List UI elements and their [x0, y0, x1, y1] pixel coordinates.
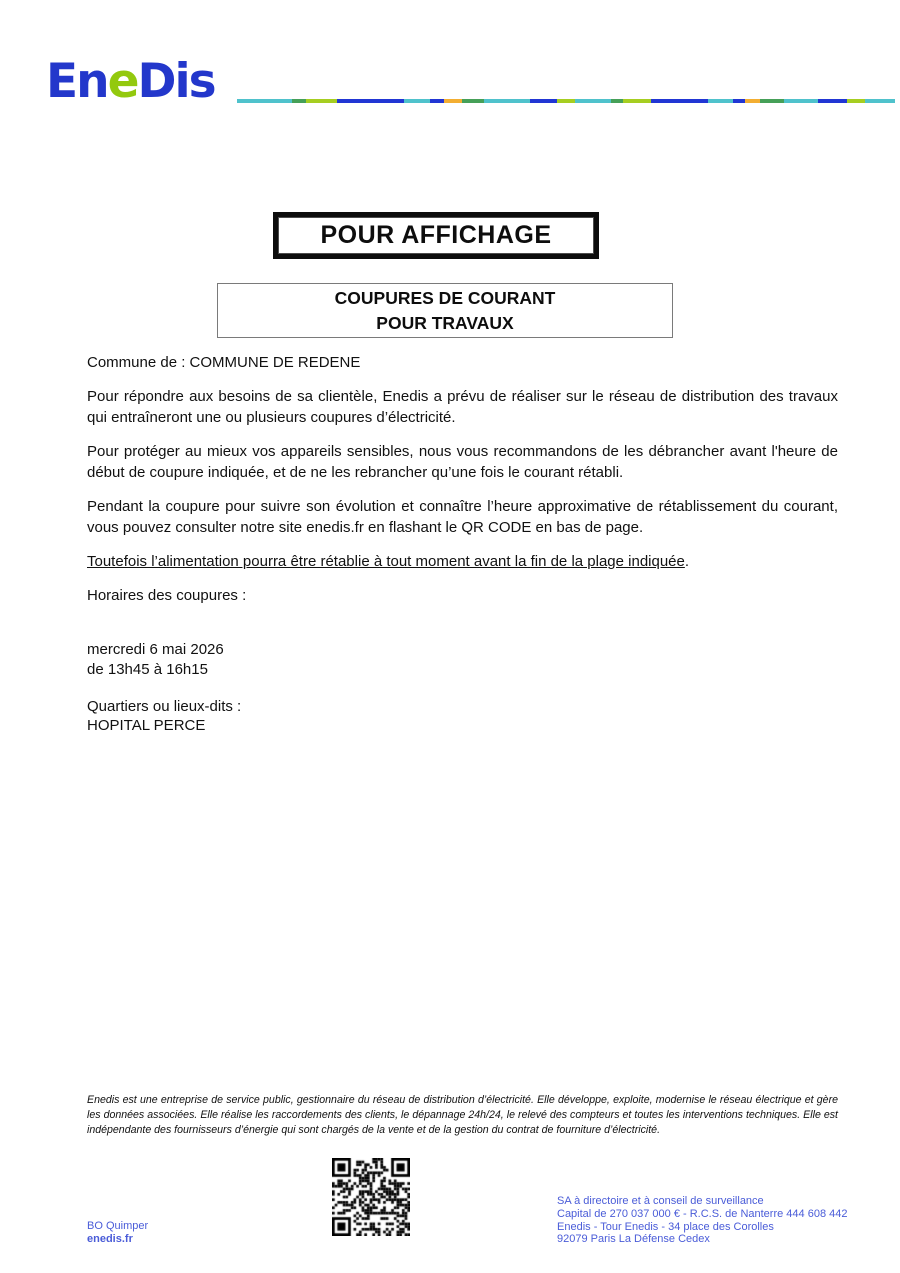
paragraph-qrcode: Pendant la coupure pour suivre son évolution et connaître l’heure approximative de rétablissement du courant, vous pouvez consulter notre site enedis.fr en flashant le QR CODE en bas de page.: [87, 498, 838, 536]
website-text: enedis.fr: [87, 1233, 133, 1245]
line-segment: [557, 99, 574, 103]
line-segment: [530, 99, 557, 103]
commune-line: Commune de : COMMUNE DE REDENE: [87, 354, 361, 371]
coupures-title-line1: COUPURES DE COURANT: [334, 287, 556, 308]
line-segment: [575, 99, 612, 103]
line-segment: [651, 99, 709, 103]
line-segment: [404, 99, 430, 103]
line-segment: [733, 99, 745, 103]
address-line: SA à directoire et à conseil de surveillance: [557, 1195, 764, 1207]
schedule-time: de 13h45 à 16h15: [87, 661, 208, 678]
line-segment: [760, 99, 785, 103]
logo-text-blue-1: En: [46, 54, 108, 109]
enedis-logo: [46, 56, 215, 108]
legal-notice: Enedis est une entreprise de service public, gestionnaire du réseau de distribution d’électricité. Elle développe, exploite, modernise le réseau électrique et gère les données associées. Elle réalise les raccordements des clients, le dépannage 24h/24, le relevé des compteurs et toutes les interventions techniques. Elle est indépendante des fournisseurs d’énergie qui sont chargés de la vente et de la gestion du contrat de fourniture d’électricité.: [87, 1094, 838, 1136]
address-line: Enedis - Tour Enedis - 34 place des Corolles: [557, 1220, 774, 1233]
line-segment: [865, 99, 895, 103]
company-address-block: [557, 1195, 847, 1246]
line-segment: [847, 99, 864, 103]
office-block: [87, 1220, 148, 1246]
coupures-box: [217, 283, 673, 338]
logo-text-green: e: [107, 54, 138, 109]
logo-text-blue-2: Dis: [137, 54, 215, 109]
line-segment: [623, 99, 650, 103]
line-segment: [708, 99, 733, 103]
pour-affichage-title: POUR AFFICHAGE: [278, 217, 594, 254]
quartiers-label: Quartiers ou lieux-dits :: [87, 698, 242, 715]
underlined-notice: Toutefois l’alimentation pourra être rétablie à tout moment avant la fin de la plage indiquée: [87, 553, 685, 570]
coupures-title-line2: POUR TRAVAUX: [376, 312, 514, 333]
qr-code: [332, 1158, 410, 1236]
line-segment: [611, 99, 623, 103]
address-line: Capital de 270 037 000 € - R.C.S. de Nanterre 444 608 442: [557, 1207, 848, 1220]
line-segment: [292, 99, 306, 103]
line-segment: [306, 99, 337, 103]
line-segment: [462, 99, 484, 103]
paragraph-underlined: [87, 551, 838, 572]
decorative-color-line: [237, 99, 895, 103]
underlined-suffix: .: [684, 553, 690, 570]
line-segment: [484, 99, 530, 103]
address-line: 92079 Paris La Défense Cedex: [557, 1233, 710, 1246]
line-segment: [745, 99, 760, 103]
line-segment: [337, 99, 405, 103]
horaires-label: Horaires des coupures :: [87, 587, 247, 604]
line-segment: [430, 99, 444, 103]
schedule-date: mercredi 6 mai 2026: [87, 641, 224, 658]
line-segment: [818, 99, 847, 103]
line-segment: [444, 99, 462, 103]
office-name: BO Quimper: [87, 1220, 149, 1232]
line-segment: [784, 99, 818, 103]
line-segment: [237, 99, 292, 103]
paragraph-intro: Pour répondre aux besoins de sa clientèle, Enedis a prévu de réaliser sur le réseau de distribution des travaux qui entraîneront une ou plusieurs coupures d’électricité.: [87, 388, 838, 426]
quartiers-value: HOPITAL PERCE: [87, 717, 206, 734]
body-text: [87, 352, 838, 736]
pour-affichage-box: [273, 212, 599, 259]
paragraph-advice: Pour protéger au mieux vos appareils sensibles, nous vous recommandons de les débrancher avant l'heure de début de coupure indiquée, et de ne les rebrancher qu’une fois le courant rétabli.: [87, 443, 838, 481]
